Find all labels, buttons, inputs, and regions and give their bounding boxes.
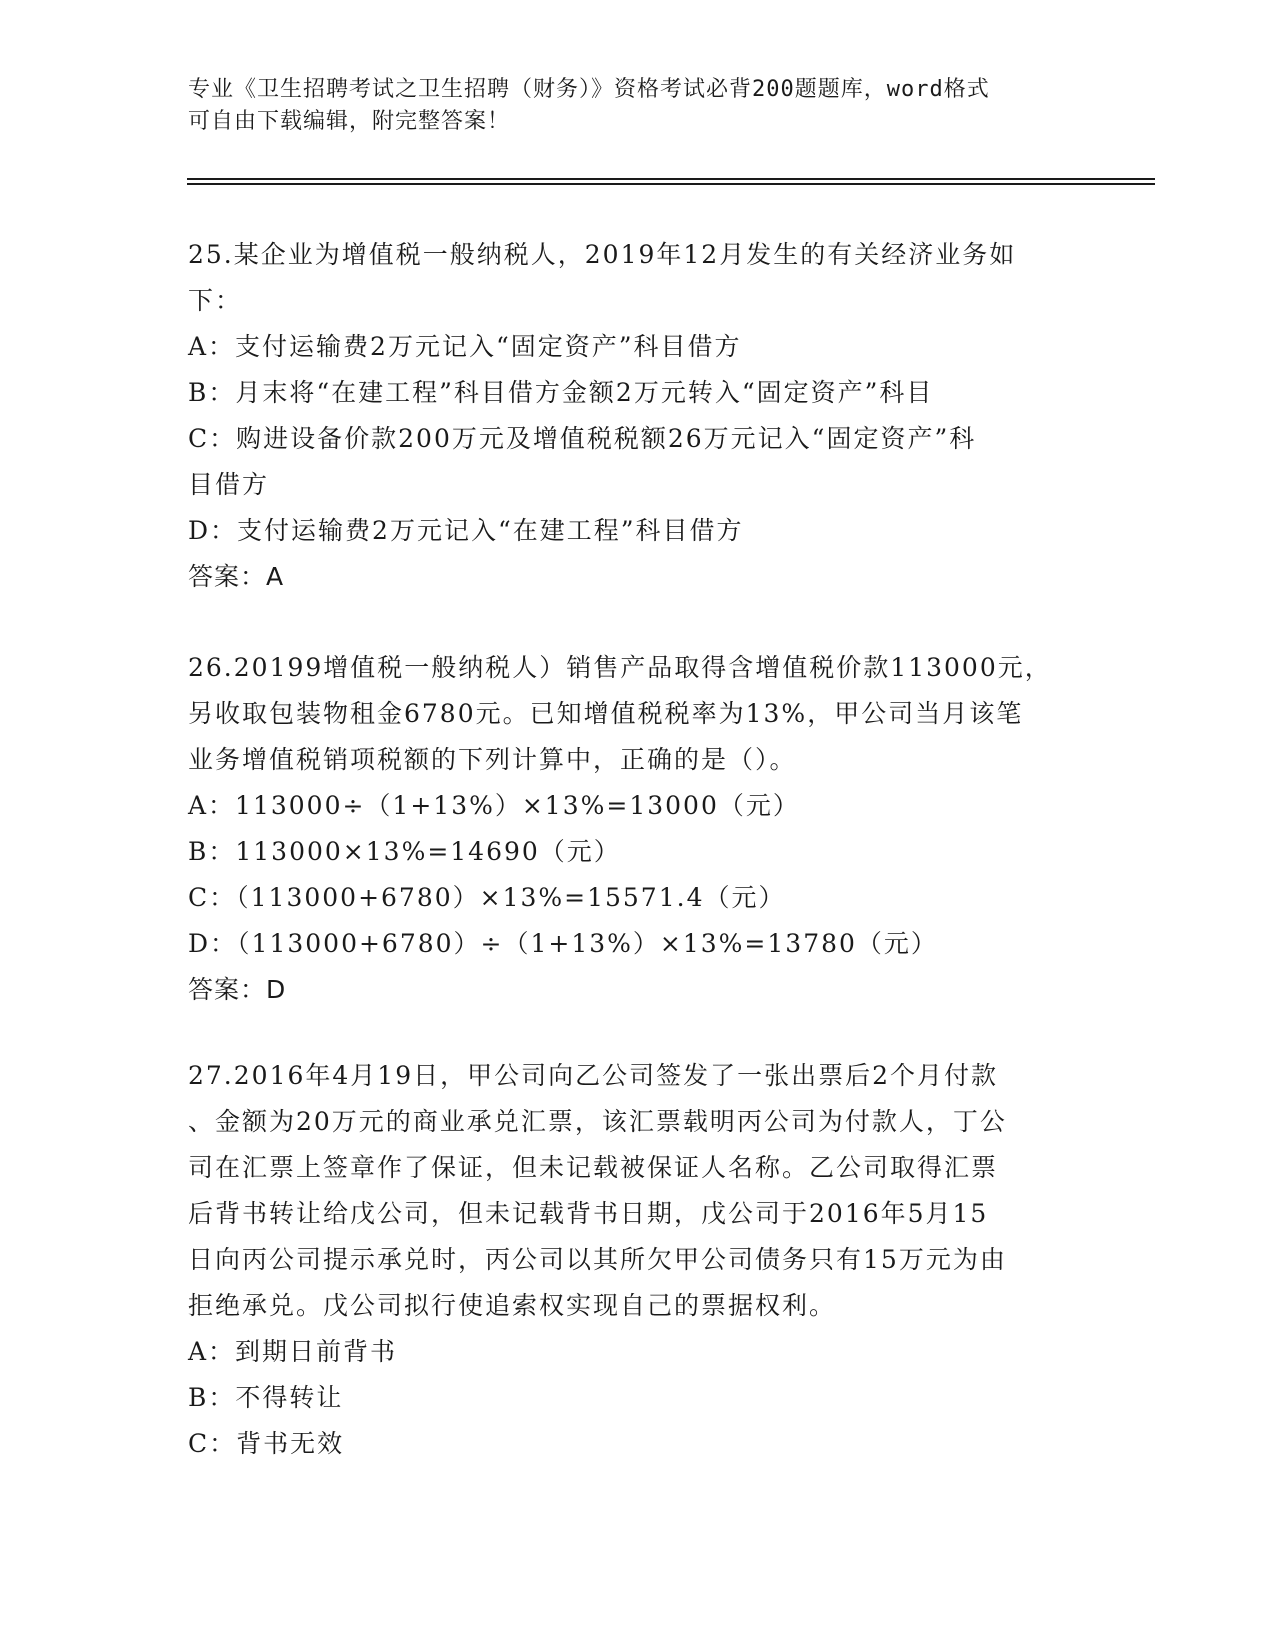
- question-27: [188, 1053, 1088, 1467]
- header-line: 专业《卫生招聘考试之卫生招聘（财务）》资格考试必背200题题库，word格式: [188, 77, 990, 102]
- option-d: D：（113000+6780）÷（1+13%）×13%=13780（元）: [188, 929, 938, 958]
- answer: 答案：D: [188, 975, 287, 1004]
- option-c: C：购进设备价款200万元及增值税税额26万元记入“固定资产”科: [188, 424, 977, 453]
- option-d: D：支付运输费2万元记入“在建工程”科目借方: [188, 516, 744, 545]
- option-c: C：背书无效: [188, 1429, 345, 1458]
- question-stem-line: 日向丙公司提示承兑时，丙公司以其所欠甲公司债务只有15万元为由: [188, 1245, 1007, 1274]
- question-stem-line: 25.某企业为增值税一般纳税人，2019年12月发生的有关经济业务如: [188, 240, 1017, 269]
- option-b: B：月末将“在建工程”科目借方金额2万元转入“固定资产”科目: [188, 378, 934, 407]
- option-c-continued: 目借方: [188, 470, 270, 499]
- question-stem-line: 下：: [188, 286, 243, 315]
- question-stem-line: 业务增值税销项税额的下列计算中，正确的是（）。: [188, 745, 797, 774]
- header-line: 可自由下载编辑，附完整答案！: [188, 109, 511, 134]
- header-divider: [187, 178, 1155, 180]
- question-stem-line: 26.20199增值税一般纳税人）销售产品取得含增值税价款113000元，: [188, 653, 1052, 682]
- question-25: [188, 232, 1088, 600]
- option-c: C：（113000+6780）×13%=15571.4（元）: [188, 883, 786, 912]
- question-stem-line: 、金额为20万元的商业承兑汇票，该汇票载明丙公司为付款人，丁公: [188, 1107, 1007, 1136]
- question-stem-line: 27.2016年4月19日，甲公司向乙公司签发了一张出票后2个月付款: [188, 1061, 999, 1090]
- option-a: A：支付运输费2万元记入“固定资产”科目借方: [188, 332, 742, 361]
- option-b: B：113000×13%=14690（元）: [188, 837, 621, 866]
- option-b: B：不得转让: [188, 1383, 344, 1412]
- question-stem-line: 后背书转让给戊公司，但未记载背书日期，戊公司于2016年5月15: [188, 1199, 989, 1228]
- header-divider: [187, 183, 1155, 185]
- answer: 答案：A: [188, 562, 285, 591]
- option-a: A：到期日前背书: [188, 1337, 398, 1366]
- question-26: [188, 645, 1088, 1013]
- question-stem-line: 另收取包装物租金6780元。已知增值税税率为13%，甲公司当月该笔: [188, 699, 1024, 728]
- document-header: [188, 74, 1088, 138]
- option-a: A：113000÷（1+13%）×13%=13000（元）: [188, 791, 800, 820]
- question-stem-line: 司在汇票上签章作了保证，但未记载被保证人名称。乙公司取得汇票: [188, 1153, 999, 1182]
- question-stem-line: 拒绝承兑。戊公司拟行使追索权实现自己的票据权利。: [188, 1291, 837, 1320]
